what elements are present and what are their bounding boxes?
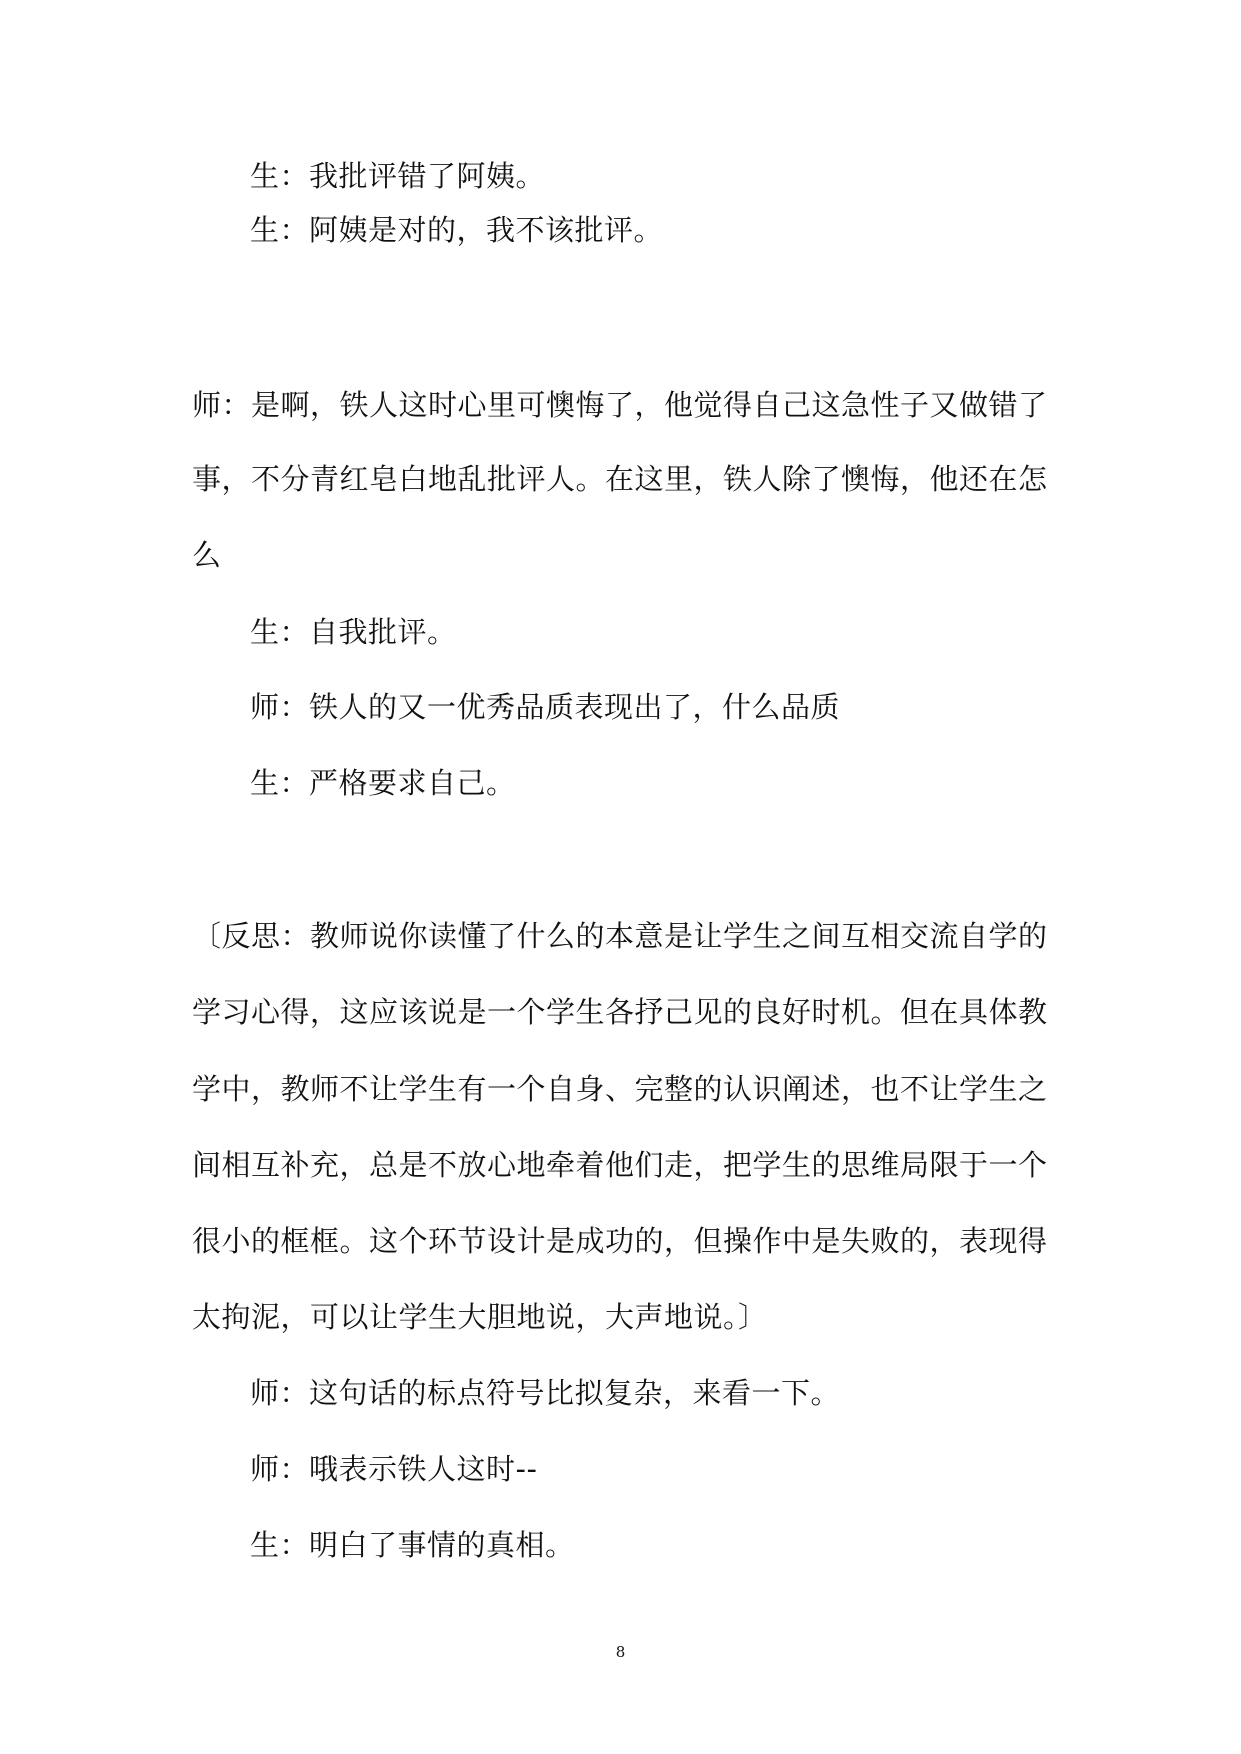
dialogue-line: 师：这句话的标点符号比拟复杂，来看一下。 <box>250 1376 841 1410</box>
dialogue-line: 生：我批评错了阿姨。 <box>250 159 546 193</box>
reflection-line: 学习心得，这应该说是一个学生各抒己见的良好时机。但在具体教 <box>192 995 1048 1029</box>
reflection-line: 太拘泥，可以让学生大胆地说，大声地说。〕 <box>192 1300 768 1334</box>
dialogue-line: 生：明白了事情的真相。 <box>250 1528 575 1562</box>
page-number: 8 <box>615 1643 626 1661</box>
paragraph-line: 事，不分青红皂白地乱批评人。在这里，铁人除了懊悔，他还在怎 <box>192 462 1048 496</box>
paragraph-line: 么 <box>192 538 222 572</box>
dialogue-line: 师：铁人的又一优秀品质表现出了，什么品质 <box>250 690 841 724</box>
reflection-line: 〔反思：教师说你读懂了什么的本意是让学生之间互相交流自学的 <box>192 919 1048 953</box>
reflection-line: 很小的框框。这个环节设计是成功的，但操作中是失败的，表现得 <box>192 1224 1048 1258</box>
dialogue-line: 生：严格要求自己。 <box>250 766 516 800</box>
dialogue-line: 生：自我批评。 <box>250 615 457 649</box>
paragraph-line: 师：是啊，铁人这时心里可懊悔了，他觉得自己这急性子又做错了 <box>192 388 1048 422</box>
reflection-line: 间相互补充，总是不放心地牵着他们走，把学生的思维局限于一个 <box>192 1148 1048 1182</box>
reflection-line: 学中，教师不让学生有一个自身、完整的认识阐述，也不让学生之 <box>192 1072 1048 1106</box>
dialogue-line: 生：阿姨是对的，我不该批评。 <box>250 213 664 247</box>
dialogue-line: 师：哦表示铁人这时-- <box>250 1452 538 1486</box>
